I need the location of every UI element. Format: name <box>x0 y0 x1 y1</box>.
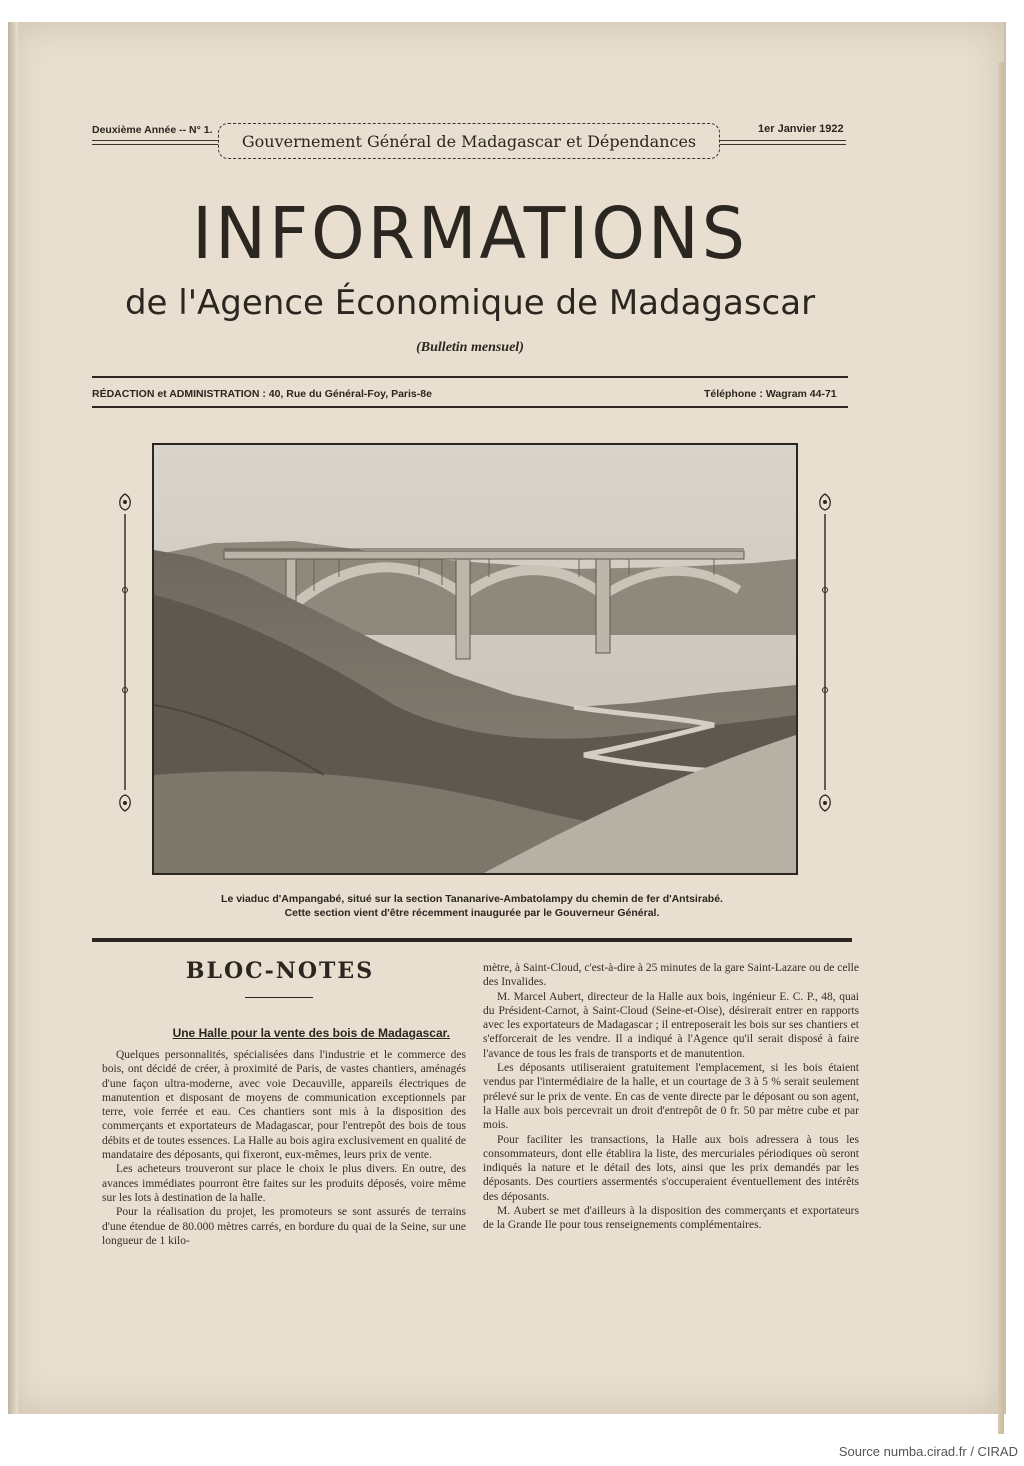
photo-caption-line-2: Cette section vient d'être récemment inaugurée par le Gouverneur Général. <box>284 907 660 919</box>
government-banner: Gouvernement Général de Madagascar et Dépendances <box>218 123 720 159</box>
right-paragraph-5: M. Aubert se met d'ailleurs à la disposition des commerçants et exportateurs de la Grande Ile pour tous renseignements complémentaires. <box>483 1205 859 1232</box>
issue-number: Deuxième Année -- N° 1. <box>92 124 213 136</box>
viaduct-illustration <box>154 445 796 873</box>
masthead-rule-left-2 <box>92 144 218 145</box>
viaduct-photo <box>152 443 798 875</box>
left-paragraph-3: Pour la réalisation du projet, les promoteurs se sont assurés de terrains d'une étendue de 80.000 mètres carrés, en bordure du quai de la Seine, sur une longueur de 1 kilo- <box>102 1206 466 1247</box>
article-column-right <box>483 961 859 1233</box>
section-rule <box>92 938 852 942</box>
photo-caption <box>92 892 852 920</box>
right-paragraph-4: Pour faciliter les transactions, la Halle aux bois adressera à tous les consommateurs, dont elle établira la liste, des mercuriales périodiques où seront indiqués la nature et le détail des lots, ainsi que les prix demandés par les déposants. Des courtiers assermentés s'occuperaient éventuellement des intérêts des déposants. <box>483 1133 859 1203</box>
address-line: RÉDACTION et ADMINISTRATION : 40, Rue du Général-Foy, Paris-8e <box>92 388 432 400</box>
masthead-rule-left <box>92 140 218 141</box>
masthead-periodicity: (Bulletin mensuel) <box>416 340 524 355</box>
article-column-left <box>102 1048 466 1248</box>
address-rule-bottom <box>92 406 848 408</box>
left-paragraph-2: Les acheteurs trouveront sur place le choix le plus divers. En outre, des avances immédiates pourront être faites sur les produits déposés, voire même sur les lots à destination de la halle. <box>102 1163 466 1204</box>
bloc-notes-heading: BLOC-NOTES <box>185 958 375 984</box>
bloc-notes-rule <box>245 997 313 998</box>
masthead-rule-right <box>718 140 846 141</box>
masthead-subtitle: de l'Agence Économique de Madagascar <box>124 283 816 323</box>
ornament-left-icon <box>110 490 140 815</box>
article-title: Une Halle pour la vente des bois de Madagascar. <box>172 1026 450 1040</box>
left-paragraph-1: Quelques personnalités, spécialisées dans l'industrie et le commerce des bois, ont décidé de créer, à proximité de Paris, de vastes chantiers, aménagés d'une façon ultra-moderne, avec voie Decauville, appareils électriques de manutention et disposant de moyens de communication exceptionnels par terre, voie ferrée et eau. Ces chantiers sont mis à la disposition des commerçants et exportateurs de Madagascar, pour l'entrepôt des bois de tous débits et de toutes essences. La Halle au bois agira exclusivement en qualité de mandataire des déposants, qui fixeront, eux-mêmes, leurs prix de vente. <box>102 1049 466 1162</box>
right-paragraph-2: M. Marcel Aubert, directeur de la Halle aux bois, ingénieur E. C. P., 48, quai du Président-Carnot, à Saint-Cloud (Seine-et-Oise), désirerait entrer en rapports avec les exportateurs de Madagascar ; il entreposerait les bois sur ses chantiers et s'efforcerait de les vendre. Il a indiqué à l'Agence qu'il serait disposé à faire l'avance de tous les frais de transports et de manutention. <box>483 990 859 1060</box>
issue-date: 1er Janvier 1922 <box>758 123 844 135</box>
masthead-title: INFORMATIONS <box>192 193 748 276</box>
source-credit: Source numba.cirad.fr / CIRAD <box>838 1444 1018 1459</box>
page-fold <box>998 62 1004 1434</box>
masthead-rule-right-2 <box>718 144 846 145</box>
right-paragraph-3: Les déposants utiliseraient gratuitement l'emplacement, si les bois étaient vendus par l'intermédiaire de la halle, et un courtage de 3 à 5 % serait seulement prélevé sur le prix de vente. En cas de vente directe par le déposant ou son agent, la Halle aux bois percevrait un droit d'entrepôt de 0 fr. 50 par mètre cube et par mois. <box>483 1062 859 1132</box>
photo-caption-line-1: Le viaduc d'Ampangabé, situé sur la section Tananarive-Ambatolampy du chemin de fer d'Antsirabé. <box>221 893 723 905</box>
right-paragraph-1: mètre, à Saint-Cloud, c'est-à-dire à 25 minutes de la gare Saint-Lazare ou de celle des Invalides. <box>483 962 859 989</box>
address-rule-top <box>92 376 848 378</box>
phone-line: Téléphone : Wagram 44-71 <box>704 388 837 400</box>
ornament-right-icon <box>810 490 840 815</box>
